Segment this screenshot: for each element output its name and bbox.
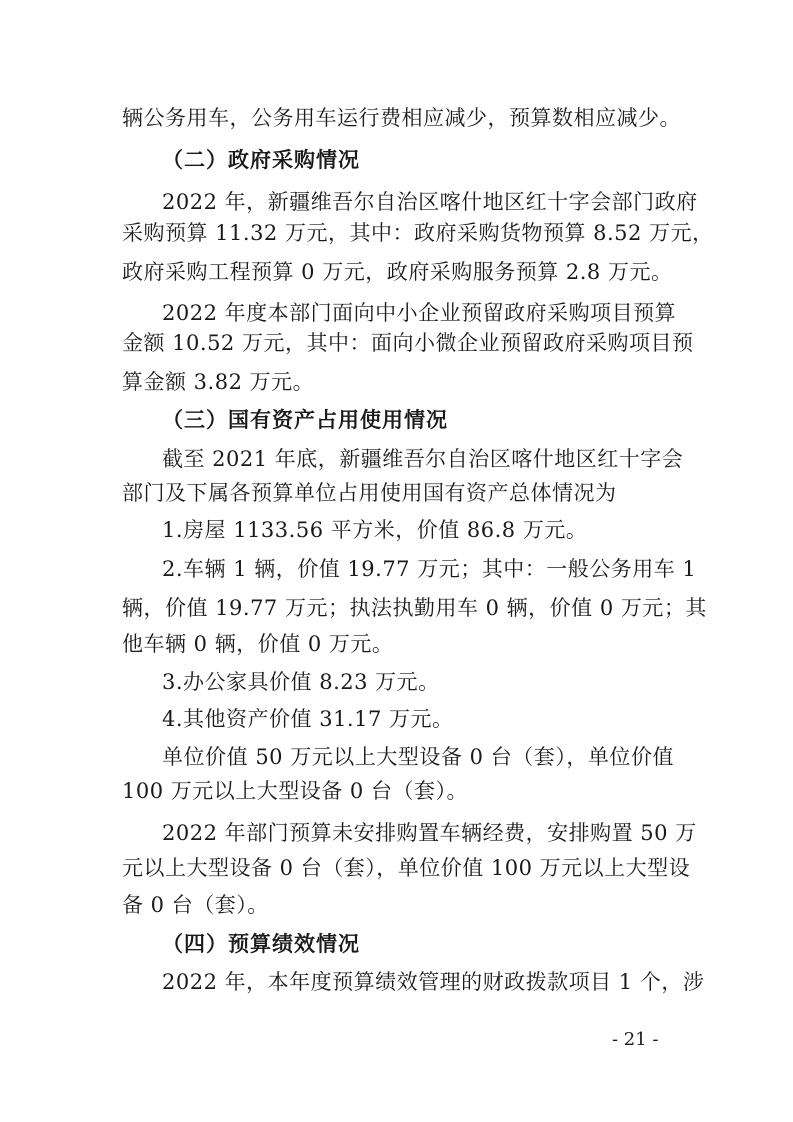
body-text-line: 2022 年部门预算未安排购置车辆经费，安排购置 50 万 [162, 821, 697, 845]
body-text-line: 截至 2021 年底，新疆维吾尔自治区喀什地区红十字会 [162, 447, 684, 471]
body-text-line: 金额 10.52 万元，其中：面向小微企业预留政府采购项目预 [122, 331, 694, 355]
body-text-line: 辆，价值 19.77 万元；执法执勤用车 0 辆，价值 0 万元；其 [122, 596, 707, 620]
section-heading-state-assets: （三）国有资产占用使用情况 [162, 408, 448, 432]
body-text-line: 2022 年度本部门面向中小企业预留政府采购项目预算 [162, 301, 677, 325]
list-item-buildings: 1.房屋 1133.56 平方米，价值 86.8 万元。 [162, 518, 588, 542]
body-text-line: 采购预算 11.32 万元，其中：政府采购货物预算 8.52 万元， [122, 221, 714, 245]
body-text-line: 单位价值 50 万元以上大型设备 0 台（套），单位价值 [162, 745, 674, 769]
body-text-line: 辆公务用车，公务用车运行费相应减少，预算数相应减少。 [122, 106, 681, 130]
section-heading-budget-performance: （四）预算绩效情况 [162, 932, 360, 956]
body-text-line: 2022 年，新疆维吾尔自治区喀什地区红十字会部门政府 [162, 190, 698, 214]
body-text-line: 他车辆 0 辆，价值 0 万元。 [122, 632, 394, 656]
body-text-line: 部门及下属各预算单位占用使用国有资产总体情况为 [122, 481, 617, 505]
list-item-office-furniture: 3.办公家具价值 8.23 万元。 [162, 670, 440, 694]
body-text-line: 元以上大型设备 0 台（套），单位价值 100 万元以上大型设 [122, 856, 691, 880]
list-item-vehicles: 2.车辆 1 辆，价值 19.77 万元；其中：一般公务用车 1 [162, 557, 697, 581]
section-heading-government-procurement: （二）政府采购情况 [162, 148, 360, 172]
body-text-line: 备 0 台（套）。 [122, 893, 269, 917]
page-number: - 21 - [612, 1029, 659, 1050]
body-text-line: 政府采购工程预算 0 万元，政府采购服务预算 2.8 万元。 [122, 260, 673, 284]
list-item-other-assets: 4.其他资产价值 31.17 万元。 [162, 707, 454, 731]
body-text-line: 100 万元以上大型设备 0 台（套）。 [122, 779, 468, 803]
body-text-line: 算金额 3.82 万元。 [122, 370, 315, 394]
body-text-line: 2022 年，本年度预算绩效管理的财政拨款项目 1 个，涉 [162, 970, 705, 994]
